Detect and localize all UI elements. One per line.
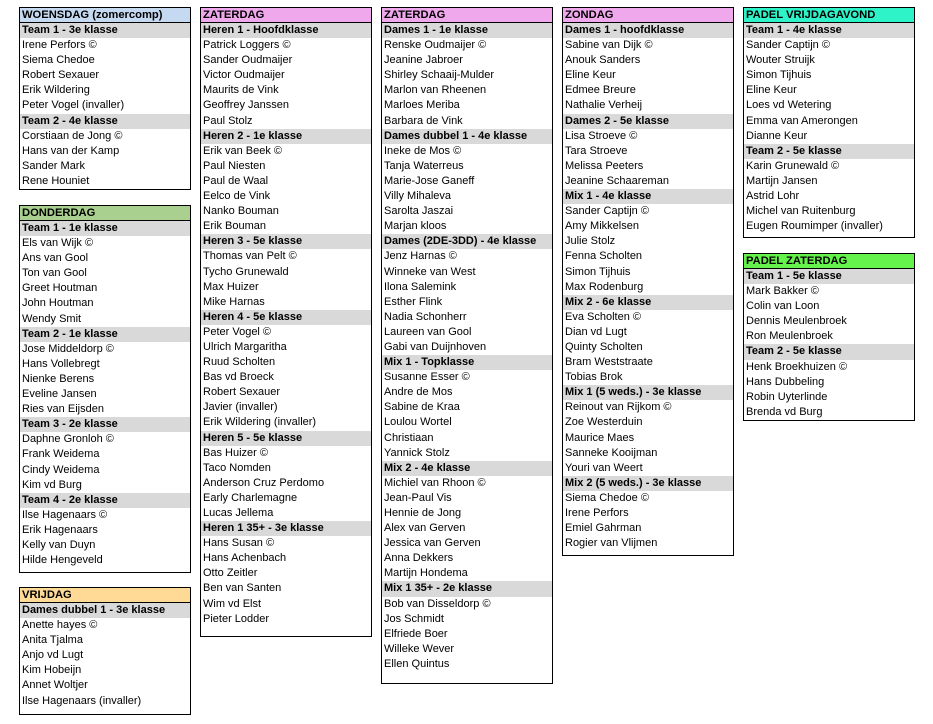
player-row: Willeke Wever — [384, 642, 455, 655]
player-row: Erik Bouman — [203, 220, 266, 233]
player-row: Alex van Gerven — [384, 522, 466, 535]
team-header-row: Team 1 - 1e klasse — [20, 221, 190, 236]
player-row: Erik Wildering (invaller) — [203, 416, 317, 429]
player-row: Sabine de Kraa — [384, 401, 460, 414]
player-row: Robert Sexauer — [203, 386, 281, 399]
player-row: Rene Houniet — [22, 174, 90, 187]
player-row: Taco Nomden — [203, 461, 271, 474]
player-row: Jeanine Schaareman — [565, 174, 669, 187]
player-row: Anderson Cruz Perdomo — [203, 476, 325, 489]
team-header-row: Team 2 - 1e klasse — [20, 327, 190, 342]
padel-zaterdag-section — [743, 253, 915, 421]
player-row: Maurice Maes — [565, 431, 635, 444]
team-header-row: Heren 1 - Hoofdklasse — [201, 23, 371, 38]
player-row: Mark Bakker © — [746, 285, 819, 298]
player-row: John Houtman — [22, 297, 94, 310]
player-row: Jeanine Jabroer — [384, 54, 463, 67]
player-row: Tanja Waterreus — [384, 159, 464, 172]
player-row: Bas vd Broeck — [203, 371, 274, 384]
team-header-row: Heren 4 - 5e klasse — [201, 310, 371, 325]
team-header-row: Dames (2DE-3DD) - 4e klasse — [382, 234, 552, 249]
woensdag-section — [19, 7, 191, 190]
team-header-row: Mix 2 (5 weds.) - 3e klasse — [563, 476, 733, 491]
player-row: Elfriede Boer — [384, 627, 448, 640]
player-row: Nadia Schonherr — [384, 310, 467, 323]
player-row: Edmee Breure — [565, 84, 636, 97]
player-row: Michel van Ruitenburg — [746, 205, 856, 218]
player-row: Bas Huizer © — [203, 446, 268, 459]
player-row: Siema Chedoe © — [565, 491, 649, 504]
player-row: Shirley Schaaij-Mulder — [384, 69, 495, 82]
player-row: Ton van Gool — [22, 267, 87, 280]
player-row: Hans Susan © — [203, 537, 275, 550]
player-row: Youri van Weert — [565, 461, 643, 474]
team-header-row: Dames 1 - hoofdklasse — [563, 23, 733, 38]
player-row: Kelly van Duyn — [22, 538, 96, 551]
player-row: Corstiaan de Jong © — [22, 129, 123, 142]
player-row: Ilse Hagenaars © — [22, 508, 108, 521]
zaterdag-dames-header: ZATERDAG — [382, 8, 552, 23]
player-row: Ilona Salemink — [384, 280, 457, 293]
player-row: Dennis Meulenbroek — [746, 315, 847, 328]
player-row: Ruud Scholten — [203, 356, 276, 369]
vrijdag-section — [19, 587, 191, 715]
player-row: Max Rodenburg — [565, 280, 644, 293]
player-row: Ries van Eijsden — [22, 403, 104, 416]
player-row: Tobias Brok — [565, 371, 623, 384]
player-row: Amy Mikkelsen — [565, 220, 639, 233]
player-row: Eva Scholten © — [565, 310, 641, 323]
team-header-row: Team 1 - 4e klasse — [744, 23, 914, 38]
player-row: Bram Weststraate — [565, 356, 653, 369]
player-row: Anette hayes © — [22, 619, 98, 632]
player-row: Simon Tijhuis — [746, 69, 812, 82]
player-row: Anjo vd Lugt — [22, 649, 84, 662]
zondag-header: ZONDAG — [563, 8, 733, 23]
team-header-row: Team 1 - 3e klasse — [20, 23, 190, 38]
player-row: Patrick Loggers © — [203, 39, 291, 52]
team-header-row: Team 2 - 5e klasse — [744, 144, 914, 159]
player-row: Barbara de Vink — [384, 114, 463, 127]
donderdag-header: DONDERDAG — [20, 206, 190, 221]
zondag-rows — [563, 23, 733, 551]
player-row: Jean-Paul Vis — [384, 491, 452, 504]
player-row: Marlon van Rheenen — [384, 84, 487, 97]
player-row: Nienke Berens — [22, 372, 95, 385]
player-row: Gabi van Duijnhoven — [384, 340, 487, 353]
player-row: Ulrich Margaritha — [203, 340, 287, 353]
player-row: Andre de Mos — [384, 386, 453, 399]
player-row: Reinout van Rijkom © — [565, 401, 672, 414]
zaterdag-heren-rows — [201, 23, 371, 627]
padel-vrijdagavond-rows — [744, 23, 914, 234]
player-row: Kim Hobeijn — [22, 664, 82, 677]
player-row: Hans Achenbach — [203, 552, 287, 565]
team-header-row: Team 2 - 5e klasse — [744, 344, 914, 359]
team-header-row: Mix 1 35+ - 2e klasse — [382, 581, 552, 596]
player-row: Hans Vollebregt — [22, 357, 100, 370]
player-row: Martijn Hondema — [384, 567, 468, 580]
player-row: Sander Captijn © — [746, 39, 830, 52]
player-row: Ben van Santen — [203, 582, 282, 595]
player-row: Peter Vogel (invaller) — [22, 99, 125, 112]
player-row: Ineke de Mos © — [384, 144, 462, 157]
player-row: Hennie de Jong — [384, 507, 462, 519]
player-row: Dian vd Lugt — [565, 325, 627, 338]
player-row: Erik van Beek © — [203, 144, 283, 157]
player-row: Irene Perfors © — [22, 39, 97, 52]
player-row: Pieter Lodder — [203, 612, 270, 625]
player-row: Marie-Jose Ganeff — [384, 174, 475, 187]
zaterdag-heren-header: ZATERDAG — [201, 8, 371, 23]
player-row: Max Huizer — [203, 280, 259, 293]
player-row: Emma van Amerongen — [746, 114, 858, 127]
player-row: Lisa Stroeve © — [565, 129, 638, 142]
player-row: Otto Zeitler — [203, 567, 258, 580]
player-row: Wendy Smit — [22, 312, 82, 325]
team-header-row: Heren 1 35+ - 3e klasse — [201, 521, 371, 536]
player-row: Jessica van Gerven — [384, 537, 481, 550]
player-row: Loes vd Wetering — [746, 99, 832, 112]
player-row: Jose Middeldorp © — [22, 342, 114, 355]
player-row: Thomas van Pelt © — [203, 250, 297, 263]
player-row: Henk Broekhuizen © — [746, 360, 848, 373]
player-row: Javier (invaller) — [203, 401, 278, 414]
player-row: Irene Perfors — [565, 507, 629, 519]
player-row: Julie Stolz — [565, 235, 616, 248]
player-row: Eugen Roumimper (invaller) — [746, 220, 883, 233]
player-row: Els van Wijk © — [22, 237, 94, 250]
team-header-row: Team 2 - 4e klasse — [20, 114, 190, 129]
player-row: Lucas Jellema — [203, 507, 274, 519]
player-row: Eline Keur — [746, 84, 797, 97]
player-row: Annet Woltjer — [22, 679, 88, 692]
team-header-row: Team 4 - 2e klasse — [20, 493, 190, 508]
team-header-row: Dames 2 - 5e klasse — [563, 114, 733, 129]
player-row: Tycho Grunewald — [203, 265, 289, 278]
player-row: Sander Mark — [22, 159, 85, 172]
team-header-row: Mix 1 - 4e klasse — [563, 189, 733, 204]
team-header-row: Mix 1 (5 weds.) - 3e klasse — [563, 385, 733, 400]
player-row: Erik Hagenaars — [22, 523, 98, 536]
player-row: Susanne Esser © — [384, 371, 470, 384]
player-row: Victor Oudmaijer — [203, 69, 285, 82]
player-row: Quinty Scholten — [565, 340, 643, 353]
player-row: Yannick Stolz — [384, 446, 450, 459]
donderdag-section — [19, 205, 191, 573]
team-header-row: Dames 1 - 1e klasse — [382, 23, 552, 38]
player-row: Laureen van Gool — [384, 325, 472, 338]
player-row: Colin van Loon — [746, 300, 820, 313]
player-row: Daphne Gronloh © — [22, 433, 114, 446]
player-row: Anita Tjalma — [22, 634, 83, 647]
player-row: Sander Captijn © — [565, 205, 649, 218]
player-row: Kim vd Burg — [22, 478, 82, 491]
player-row: Winneke van West — [384, 265, 476, 278]
player-row: Jenz Harnas © — [384, 250, 457, 263]
team-header-row: Team 3 - 2e klasse — [20, 417, 190, 432]
player-row: Sarolta Jaszai — [384, 205, 454, 218]
player-row: Dianne Keur — [746, 129, 808, 142]
player-row: Geoffrey Janssen — [203, 99, 290, 112]
player-row: Early Charlemagne — [203, 491, 298, 504]
player-row: Ron Meulenbroek — [746, 330, 833, 343]
player-row: Eelco de Vink — [203, 190, 271, 203]
player-row: Hans van der Kamp — [22, 144, 120, 157]
player-row: Anna Dekkers — [384, 552, 454, 565]
donderdag-rows — [20, 221, 190, 568]
woensdag-rows — [20, 23, 190, 189]
player-row: Peter Vogel © — [203, 325, 272, 338]
padel-zaterdag-header: PADEL ZATERDAG — [744, 254, 914, 269]
player-row: Michiel van Rhoon © — [384, 476, 486, 489]
player-row: Eveline Jansen — [22, 388, 97, 401]
player-row: Anouk Sanders — [565, 54, 641, 67]
player-row: Paul Stolz — [203, 114, 253, 127]
player-row: Sanneke Kooijman — [565, 446, 658, 459]
player-row: Sabine van Dijk © — [565, 39, 653, 52]
player-row: Wouter Struijk — [746, 54, 815, 67]
player-row: Zoe Westerduin — [565, 416, 643, 429]
vrijdag-rows — [20, 603, 190, 709]
player-row: Wim vd Elst — [203, 597, 262, 610]
player-row: Greet Houtman — [22, 282, 98, 295]
player-row: Hans Dubbeling — [746, 375, 825, 388]
player-row: Ellen Quintus — [384, 657, 450, 670]
player-row: Nanko Bouman — [203, 205, 279, 218]
player-row: Mike Harnas — [203, 295, 265, 308]
zaterdag-dames-section — [381, 7, 553, 684]
player-row: Marloes Meriba — [384, 99, 460, 112]
player-row: Robin Uyterlinde — [746, 390, 828, 403]
player-row: Emiel Gahrman — [565, 522, 642, 535]
team-header-row: Mix 2 - 6e klasse — [563, 295, 733, 310]
player-row: Erik Wildering — [22, 84, 90, 97]
player-row: Robert Sexauer — [22, 69, 100, 82]
player-row: Siema Chedoe — [22, 54, 95, 67]
player-row: Maurits de Vink — [203, 84, 279, 97]
team-header-row: Mix 2 - 4e klasse — [382, 461, 552, 476]
zaterdag-heren-section — [200, 7, 372, 637]
player-row: Frank Weidema — [22, 448, 100, 461]
player-row: Villy Mihaleva — [384, 190, 452, 203]
player-row: Nathalie Verheij — [565, 99, 643, 112]
player-row: Jos Schmidt — [384, 612, 444, 625]
player-row: Martijn Jansen — [746, 174, 818, 187]
team-header-row: Dames dubbel 1 - 3e klasse — [20, 603, 190, 618]
team-header-row: Heren 5 - 5e klasse — [201, 431, 371, 446]
team-header-row: Heren 3 - 5e klasse — [201, 234, 371, 249]
player-row: Brenda vd Burg — [746, 405, 823, 418]
player-row: Marjan kloos — [384, 220, 447, 233]
player-row: Ans van Gool — [22, 252, 89, 265]
woensdag-header: WOENSDAG (zomercomp) — [20, 8, 190, 23]
team-header-row: Dames dubbel 1 - 4e klasse — [382, 129, 552, 144]
player-row: Esther Flink — [384, 295, 443, 308]
padel-vrijdagavond-section — [743, 7, 915, 238]
vrijdag-header: VRIJDAG — [20, 588, 190, 603]
player-row: Loulou Wortel — [384, 416, 452, 429]
player-row: Sander Oudmaijer — [203, 54, 293, 67]
padel-vrijdagavond-header: PADEL VRIJDAGAVOND — [744, 8, 914, 23]
zondag-section — [562, 7, 734, 556]
player-row: Christiaan — [384, 431, 434, 444]
padel-zaterdag-rows — [744, 269, 914, 420]
player-row: Paul Niesten — [203, 159, 266, 172]
player-row: Bob van Disseldorp © — [384, 597, 491, 610]
player-row: Ilse Hagenaars (invaller) — [22, 694, 142, 707]
player-row: Melissa Peeters — [565, 159, 644, 172]
player-row: Fenna Scholten — [565, 250, 643, 263]
player-row: Karin Grunewald © — [746, 159, 840, 172]
player-row: Eline Keur — [565, 69, 616, 82]
player-row: Astrid Lohr — [746, 190, 800, 203]
player-row: Tara Stroeve — [565, 144, 628, 157]
zaterdag-dames-rows — [382, 23, 552, 672]
player-row: Paul de Waal — [203, 174, 269, 187]
team-header-row: Heren 2 - 1e klasse — [201, 129, 371, 144]
player-row: Simon Tijhuis — [565, 265, 631, 278]
team-header-row: Mix 1 - Topklasse — [382, 355, 552, 370]
team-header-row: Team 1 - 5e klasse — [744, 269, 914, 284]
player-row: Rogier van Vlijmen — [565, 537, 658, 550]
player-row: Cindy Weidema — [22, 463, 100, 476]
player-row: Renske Oudmaijer © — [384, 39, 487, 52]
player-row: Hilde Hengeveld — [22, 554, 103, 567]
